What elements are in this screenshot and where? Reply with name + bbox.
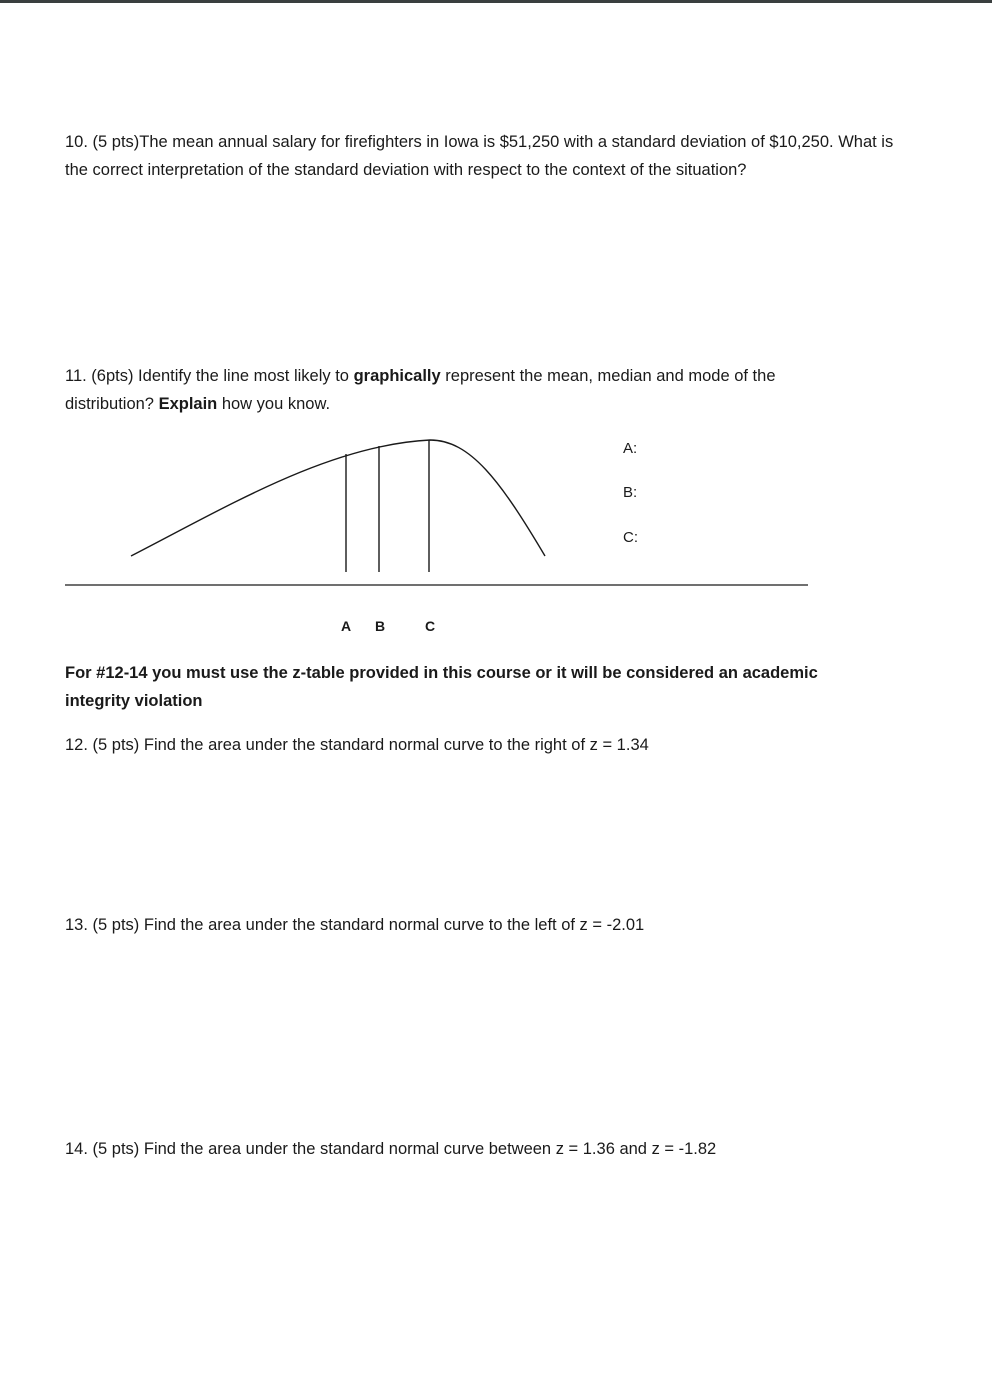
answer-label-c: C: bbox=[623, 529, 638, 546]
answer-label-a: A: bbox=[623, 440, 638, 457]
q11-text-3: how you know. bbox=[217, 395, 331, 413]
skewed-distribution-figure bbox=[0, 0, 992, 640]
question-12: 12. (5 pts) Find the area under the standard normal curve to the right of z = 1.34 bbox=[65, 736, 649, 754]
line-label-c: C bbox=[425, 618, 436, 634]
question-14: 14. (5 pts) Find the area under the standard normal curve between z = 1.36 and z = -1.82 bbox=[65, 1140, 717, 1158]
distribution-curve bbox=[131, 440, 545, 556]
q11-bold-graphically: graphically bbox=[353, 367, 441, 385]
line-label-b: B bbox=[375, 618, 386, 634]
question-10: 10. (5 pts)The mean annual salary for firefighters in Iowa is $51,250 with a standard deviation of $10,250. What is the correct interpretation of the standard deviation with respect to the context of the situation? bbox=[65, 133, 894, 179]
q11-text-1: 11. (6pts) Identify the line most likely to bbox=[65, 367, 354, 385]
question-13: 13. (5 pts) Find the area under the standard normal curve to the left of z = -2.01 bbox=[65, 916, 645, 934]
q11-bold-explain: Explain bbox=[158, 395, 218, 413]
answer-label-b: B: bbox=[623, 484, 638, 501]
q11-text-2: represent the mean, median and mode of the distribution? bbox=[65, 367, 776, 413]
line-label-a: A bbox=[341, 618, 352, 634]
z-table-instructions: For #12-14 you must use the z-table provided in this course or it will be considered an academic integrity violation bbox=[65, 664, 818, 710]
